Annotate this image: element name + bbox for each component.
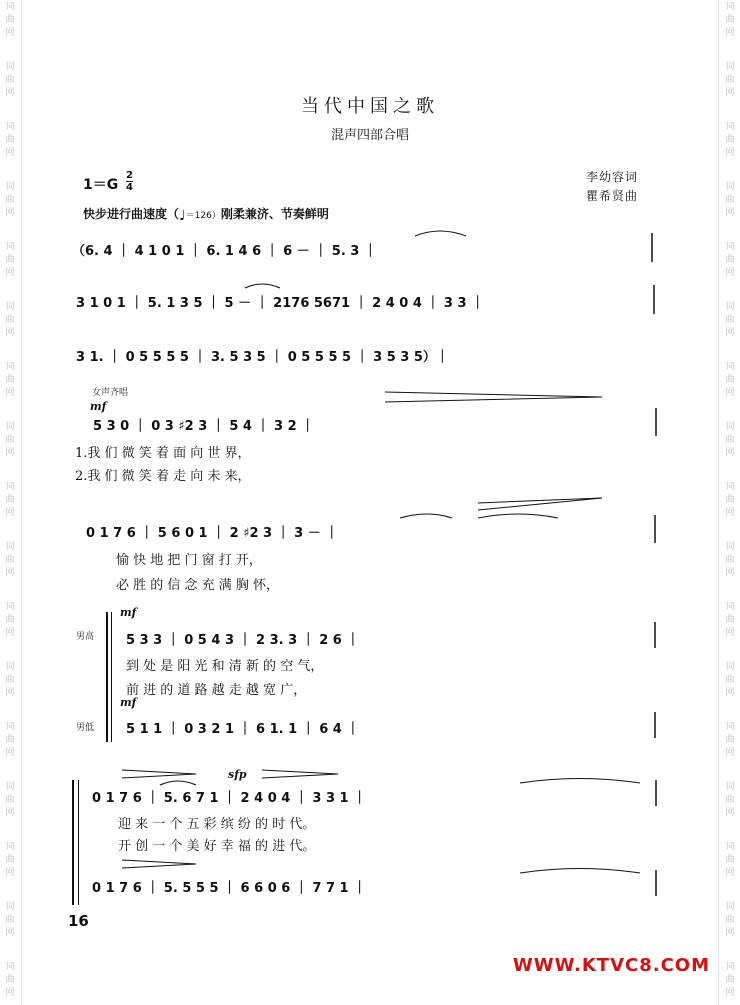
watermark-glyph: 词: [725, 122, 735, 132]
watermark-glyph: 网: [725, 88, 735, 98]
system-7-lyric-verse-2: 开 创 一 个 美 好 幸 福 的 进 代。: [118, 839, 316, 854]
watermark-glyph: 词: [725, 902, 735, 912]
right-margin-line: [718, 0, 719, 1005]
tempo-prefix: 快步进行曲速度（: [83, 207, 180, 221]
key-signature: 1＝G: [83, 177, 119, 193]
watermark-glyph: 网: [5, 28, 15, 38]
watermark-glyph: 曲: [5, 15, 15, 25]
watermark-glyph: 词: [5, 242, 15, 252]
watermark-glyph: 曲: [725, 915, 735, 925]
female-unison-label: 女声齐唱: [92, 388, 129, 398]
watermark-glyph: 曲: [725, 315, 735, 325]
system-4-notes: 5 3 0 ｜ 0 3 ♯2 3 ｜ 5 4 ｜ 3 2 ｜: [93, 419, 315, 434]
watermark-glyph: 曲: [5, 555, 15, 565]
watermark-glyph: 曲: [725, 735, 735, 745]
watermark-glyph: 曲: [5, 495, 15, 505]
tempo-marking: [83, 205, 329, 224]
lyricist-credit: 李幼容词: [585, 170, 638, 184]
watermark-glyph: 词: [5, 62, 15, 72]
composer-credit: 瞿希贤曲: [585, 189, 638, 203]
watermark-glyph: 网: [725, 928, 735, 938]
watermark-glyph: 曲: [725, 495, 735, 505]
watermark-glyph: 词: [5, 482, 15, 492]
watermark-glyph: 网: [725, 628, 735, 638]
site-watermark: WWW.KTVC8.COM: [512, 955, 710, 976]
watermark-glyph: 曲: [5, 375, 15, 385]
watermark-glyph: 曲: [5, 795, 15, 805]
watermark-glyph: 词: [725, 302, 735, 312]
watermark-glyph: 网: [725, 988, 735, 998]
watermark-glyph: 曲: [5, 975, 15, 985]
watermark-glyph: 网: [5, 148, 15, 158]
tenor-label: 男高: [76, 632, 95, 642]
watermark-glyph: 网: [725, 328, 735, 338]
watermark-glyph: 曲: [725, 195, 735, 205]
slur-7: [520, 869, 640, 874]
system-3-notes: 3 1. ｜ 0 5 5 5 5 ｜ 3. 5 3 5 ｜ 0 5 5 5 5 ｜ 3 5 3 5）｜: [76, 350, 449, 365]
watermark-glyph: 词: [725, 542, 735, 552]
watermark-glyph: 网: [5, 868, 15, 878]
system-5-lyric-verse-1: 愉 快 地 把 门 窗 打 开，: [116, 553, 262, 568]
watermark-glyph: 网: [725, 28, 735, 38]
watermark-glyph: 词: [725, 362, 735, 372]
watermark-glyph: 网: [5, 268, 15, 278]
watermark-glyph: 网: [725, 448, 735, 458]
system-7-upper-notes: 0 1 7 6 ｜ 5. 6 7 1 ｜ 2 4 0 4 ｜ 3 3 1 ｜: [92, 791, 367, 806]
watermark-glyph: 词: [725, 242, 735, 252]
watermark-glyph: 网: [5, 508, 15, 518]
watermark-glyph: 词: [725, 722, 735, 732]
song-title: 当代中国之歌: [301, 96, 439, 117]
watermark-glyph: 词: [725, 662, 735, 672]
watermark-glyph: 网: [5, 88, 15, 98]
watermark-glyph: 网: [725, 688, 735, 698]
system-1-notes: （6. 4 ｜ 4 1 0 1 ｜ 6. 1 4 6 ｜ 6 － ｜ 5. 3 ｜: [72, 244, 377, 259]
watermark-glyph: 网: [5, 808, 15, 818]
watermark-glyph: 曲: [5, 75, 15, 85]
right-watermark-column: [720, 0, 740, 1005]
hairpin-1: [385, 392, 602, 402]
dynamic-sfp: sfp: [228, 768, 247, 781]
system-4-lyric-verse-1: 1.我 们 微 笑 着 面 向 世 界，: [75, 446, 251, 461]
watermark-glyph: 网: [725, 808, 735, 818]
watermark-glyph: 曲: [725, 555, 735, 565]
watermark-glyph: 曲: [725, 675, 735, 685]
watermark-glyph: 网: [725, 748, 735, 758]
watermark-glyph: 词: [5, 2, 15, 12]
dynamic-mf-3: mf: [120, 696, 137, 709]
song-subtitle: 混声四部合唱: [330, 128, 409, 143]
slur-3: [400, 514, 452, 518]
watermark-glyph: 词: [725, 182, 735, 192]
watermark-glyph: 词: [725, 962, 735, 972]
slur-2: [245, 284, 280, 288]
watermark-glyph: 曲: [725, 375, 735, 385]
watermark-glyph: 词: [5, 302, 15, 312]
watermark-glyph: 网: [5, 568, 15, 578]
page-number: 16: [68, 912, 89, 930]
quarter-note-icon: ♩: [179, 208, 186, 224]
watermark-glyph: 网: [725, 148, 735, 158]
watermark-glyph: 曲: [725, 855, 735, 865]
hairpin-5: [122, 860, 196, 868]
bass-label: 男低: [76, 723, 95, 733]
left-watermark-column: [0, 0, 20, 1005]
watermark-glyph: 词: [5, 722, 15, 732]
watermark-glyph: 网: [725, 508, 735, 518]
tempo-expression: 刚柔兼济、节奏鲜明: [220, 207, 329, 221]
watermark-glyph: 词: [5, 182, 15, 192]
watermark-glyph: 词: [5, 122, 15, 132]
watermark-glyph: 网: [725, 868, 735, 878]
dynamic-mf-1: mf: [90, 400, 107, 413]
slur-5: [160, 781, 196, 785]
system-6-lyric-verse-2: 前 进 的 道 路 越 走 越 宽 广，: [126, 683, 307, 698]
watermark-glyph: 网: [725, 568, 735, 578]
watermark-glyph: 网: [5, 928, 15, 938]
watermark-glyph: 网: [725, 268, 735, 278]
watermark-glyph: 网: [5, 208, 15, 218]
watermark-glyph: 词: [5, 542, 15, 552]
watermark-glyph: 曲: [5, 195, 15, 205]
watermark-glyph: 词: [5, 602, 15, 612]
watermark-glyph: 网: [725, 208, 735, 218]
watermark-glyph: 词: [5, 362, 15, 372]
left-margin-line: [21, 0, 22, 1005]
slur-1: [415, 231, 466, 236]
system-7-lower-notes: 0 1 7 6 ｜ 5. 5 5 5 ｜ 6 6 0 6 ｜ 7 7 1 ｜: [92, 881, 367, 896]
watermark-glyph: 曲: [725, 615, 735, 625]
watermark-glyph: 曲: [725, 795, 735, 805]
watermark-glyph: 曲: [725, 255, 735, 265]
meter-top: 2: [126, 170, 133, 181]
system-7-bracket-inner: [78, 780, 79, 905]
watermark-glyph: 词: [725, 782, 735, 792]
system-6-lyric-verse-1: 到 处 是 阳 光 和 清 新 的 空 气，: [126, 659, 324, 674]
dynamic-mf-2: mf: [120, 606, 137, 619]
watermark-glyph: 网: [5, 688, 15, 698]
watermark-glyph: 词: [5, 902, 15, 912]
watermark-glyph: 词: [5, 842, 15, 852]
watermark-glyph: 词: [725, 482, 735, 492]
watermark-glyph: 曲: [725, 75, 735, 85]
watermark-glyph: 曲: [5, 855, 15, 865]
slur-6: [520, 779, 640, 784]
watermark-glyph: 网: [5, 448, 15, 458]
system-4-lyric-verse-2: 2.我 们 微 笑 着 走 向 未 来，: [75, 469, 251, 484]
system-6-bracket-inner: [111, 612, 112, 742]
watermark-glyph: 词: [725, 842, 735, 852]
watermark-glyph: 曲: [5, 615, 15, 625]
watermark-glyph: 词: [725, 422, 735, 432]
watermark-glyph: 曲: [5, 675, 15, 685]
watermark-glyph: 词: [5, 782, 15, 792]
meter-bottom: 4: [126, 182, 133, 193]
watermark-glyph: 词: [5, 662, 15, 672]
watermark-glyph: 曲: [5, 435, 15, 445]
system-6-bass-notes: 5 1 1 ｜ 0 3 2 1 ｜ 6 1. 1 ｜ 6 4 ｜: [126, 722, 360, 737]
system-7-bracket: [72, 780, 74, 905]
watermark-glyph: 曲: [5, 315, 15, 325]
watermark-glyph: 曲: [725, 135, 735, 145]
system-2-notes: 3 1 0 1 ｜ 5. 1 3 5 ｜ 5 － ｜ 2176 5671 ｜ 2 4 0 4 ｜ 3 3 ｜: [76, 296, 485, 311]
system-6-bracket: [106, 612, 108, 742]
watermark-glyph: 曲: [5, 915, 15, 925]
system-5-lyric-verse-2: 必 胜 的 信 念 充 满 胸 怀，: [116, 578, 280, 593]
hairpin-4: [262, 770, 338, 778]
watermark-glyph: 曲: [5, 735, 15, 745]
watermark-glyph: 词: [725, 62, 735, 72]
watermark-glyph: 网: [5, 988, 15, 998]
system-7-lyric-verse-1: 迎 来 一 个 五 彩 缤 纷 的 时 代。: [118, 817, 316, 832]
slur-4: [478, 514, 558, 518]
watermark-glyph: 曲: [5, 255, 15, 265]
watermark-glyph: 词: [5, 962, 15, 972]
time-signature: [126, 170, 133, 193]
hairpin-3: [122, 770, 196, 778]
watermark-glyph: 词: [5, 422, 15, 432]
watermark-glyph: 曲: [725, 975, 735, 985]
watermark-glyph: 曲: [725, 15, 735, 25]
watermark-glyph: 曲: [725, 435, 735, 445]
watermark-glyph: 网: [5, 748, 15, 758]
watermark-glyph: 网: [5, 388, 15, 398]
watermark-glyph: 网: [5, 628, 15, 638]
watermark-glyph: 词: [725, 2, 735, 12]
system-6-tenor-notes: 5 3 3 ｜ 0 5 4 3 ｜ 2 3. 3 ｜ 2 6 ｜: [126, 633, 360, 648]
watermark-glyph: 曲: [5, 135, 15, 145]
tempo-value: ＝126）: [185, 211, 221, 221]
system-5-notes: 0 1 7 6 ｜ 5 6 0 1 ｜ 2 ♯2 3 ｜ 3 － ｜: [86, 526, 339, 541]
watermark-glyph: 网: [725, 388, 735, 398]
hairpin-2: [478, 498, 602, 510]
watermark-glyph: 网: [5, 328, 15, 338]
watermark-glyph: 词: [725, 602, 735, 612]
